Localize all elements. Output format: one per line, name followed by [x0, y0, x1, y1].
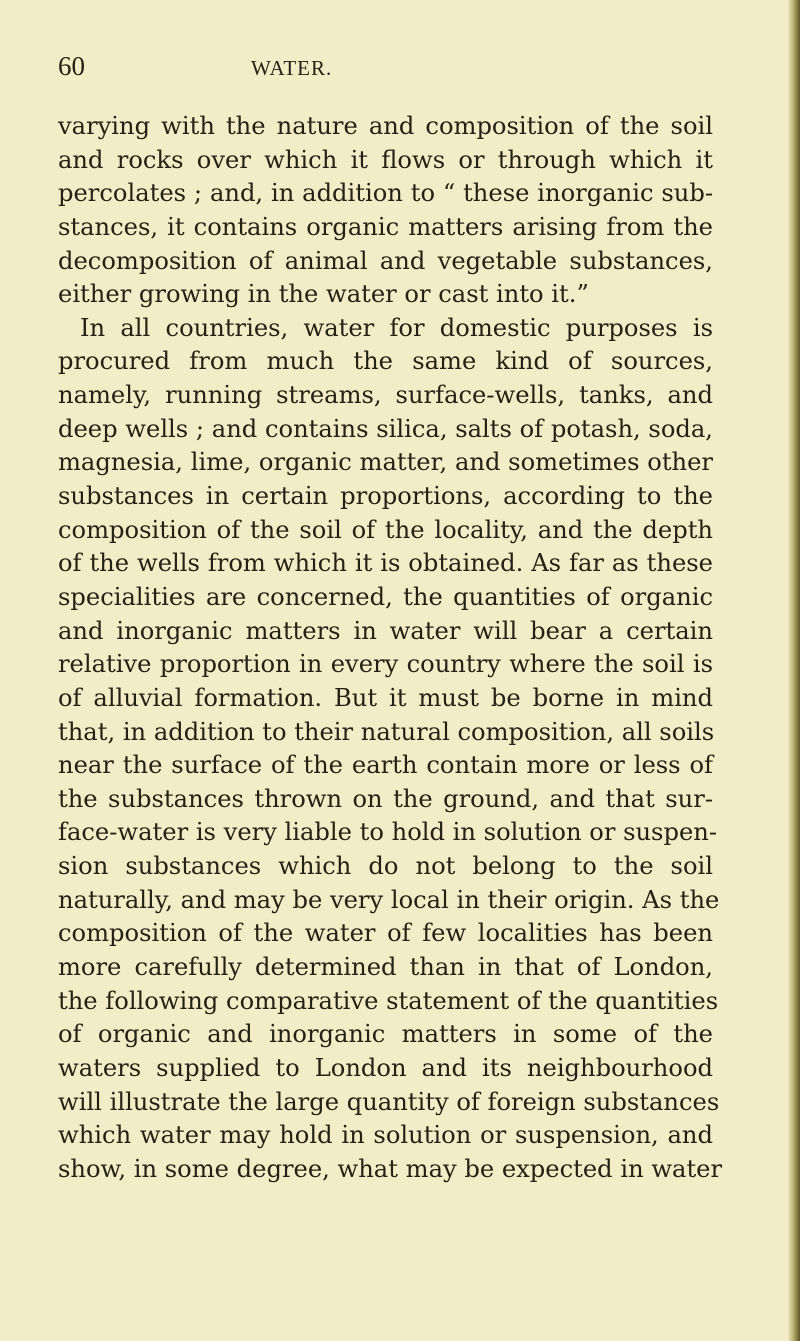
- text-line: decomposition of animal and vegetable substances,: [58, 246, 713, 275]
- text-line: of alluvial formation. But it must be borne in mind: [58, 683, 713, 712]
- text-line: deep wells ; and contains silica, salts of potash, soda,: [58, 414, 713, 443]
- text-line: waters supplied to London and its neighbourhood: [58, 1053, 713, 1082]
- text-line: either growing in the water or cast into it.”: [58, 280, 589, 309]
- text-line: namely, running streams, surface-wells, tanks, and: [58, 381, 713, 410]
- text-line: specialities are concerned, the quantities of organic: [58, 582, 713, 611]
- text-line: substances in certain proportions, according to the: [58, 482, 713, 511]
- text-line: relative proportion in every country where the soil is: [58, 650, 713, 679]
- text-line: naturally, and may be very local in their origin. As the: [58, 885, 720, 914]
- text-line: composition of the soil of the locality, and the depth: [58, 515, 713, 544]
- text-line: stances, it contains organic matters arising from the: [58, 212, 713, 241]
- text-line: and inorganic matters in water will bear a certain: [58, 616, 713, 645]
- running-head: [58, 48, 718, 84]
- text-line: the following comparative statement of the quantities: [58, 986, 719, 1015]
- text-line: of organic and inorganic matters in some of the: [58, 1020, 713, 1049]
- text-line: of the wells from which it is obtained. As far as these: [58, 549, 713, 578]
- page-edge-shadow: [788, 0, 800, 1341]
- text-line: more carefully determined than in that of London,: [58, 953, 713, 982]
- paragraph-start-line: In all countries, water for domestic purposes is: [80, 313, 713, 342]
- text-line: will illustrate the large quantity of foreign substances: [58, 1087, 720, 1116]
- text-line: that, in addition to their natural composition, all soils: [58, 717, 715, 746]
- text-line: magnesia, lime, organic matter, and sometimes other: [58, 448, 713, 477]
- body-text: [58, 110, 723, 1187]
- text-line: and rocks over which it flows or through which it: [58, 145, 713, 174]
- text-line: the substances thrown on the ground, and that sur-: [58, 784, 713, 813]
- page-number: 60: [58, 51, 85, 81]
- text-line: procured from much the same kind of sources,: [58, 347, 713, 376]
- text-line: varying with the nature and composition of the soil: [58, 112, 713, 140]
- text-line: composition of the water of few localities has been: [58, 919, 713, 948]
- running-title: WATER.: [251, 56, 333, 80]
- text-line: sion substances which do not belong to the soil: [58, 852, 713, 881]
- text-line: percolates ; and, in addition to “ these inorganic sub-: [58, 179, 713, 208]
- text-line: show, in some degree, what may be expected in water: [58, 1154, 723, 1183]
- text-line: near the surface of the earth contain more or less of: [58, 751, 713, 780]
- text-line: which water may hold in solution or suspension, and: [58, 1121, 713, 1150]
- text-line: face-water is very liable to hold in solution or suspen-: [58, 818, 718, 847]
